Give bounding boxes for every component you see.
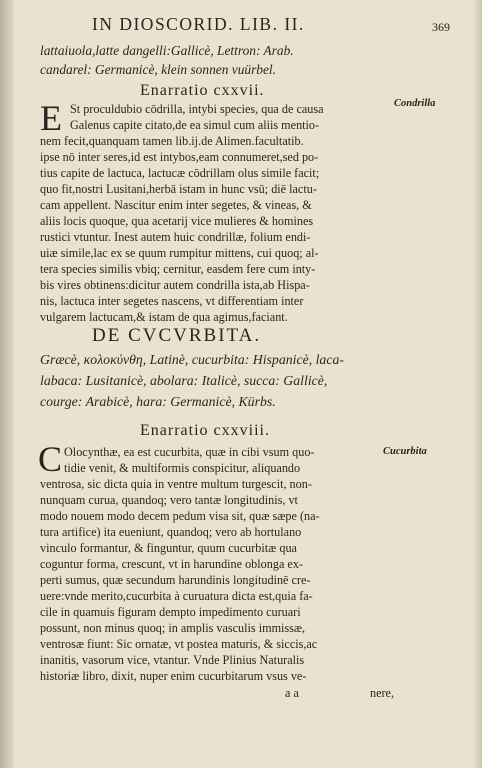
text-line: tera species similis vbiq; cernitur, easdem fere cum inty- [40,262,316,276]
text-line: uere:vnde merito,cucurbita à curuatura dicta est,quia fa- [40,589,313,603]
text-line: tius capite de lactuca, lactucæ cōdrillam olus simile facit; [40,166,320,180]
text-line: vulgarem lactucam,& istam de qua agimus,faciant. [40,310,288,324]
text-line: rustici vtuntur. Inest autem huic condrillæ, folium endi- [40,230,311,244]
text-line: modo nouem modo decem pedum visa sit, quæ sæpe (na- [40,509,320,523]
drop-cap-e: E [40,98,62,138]
catchword: nere, [370,686,395,700]
text-line: tura artifice) ita eueniunt, quandoq; vero ab hortulano [40,525,302,539]
text-line: nunquam curua, quandoq; vero tantæ longitudinis, vt [40,493,298,507]
intro-line: lattaiuola,latte dangelli:Gallicè, Lettron: Arab. [40,43,294,58]
text-line: Galenus capite citato,de ea simul cum aliis mentio- [70,118,320,132]
text-line: ipse nō inter seres,id est intybos,eam connumeret,sed po- [40,150,319,164]
text-line: bis vires obtinens:dicitur autem condrilla ista,ab Hispa- [40,278,310,292]
text-line: perti sumus, quæ secundum harundinis longitudinē cre- [40,573,311,587]
marginal-note-cucurbita: Cucurbita [383,446,427,457]
text-line: cile in quamuis figuram dempto impedimento curuari [40,605,301,619]
intro-line: candarel: Germanicè, klein sonnen vuürbel. [40,62,277,77]
marginal-note-condrilla: Condrilla [394,98,436,109]
text-line: historiæ libro, dixit, nuper enim cucurbitarum vsus ve- [40,669,307,683]
running-head: IN DIOSCORID. LIB. II. [92,14,305,34]
text-line: quo fit,nostri Lusitani,herbā istam in hunc vsū; diē lactu- [40,182,317,196]
chapter-title: DE CVCVRBITA. [92,325,262,346]
text-line: possunt, non minus quoq; in amplis vasculis immissæ, [40,621,306,635]
text-line: coguntur forma, crescunt, vt in harundine oblonga ex- [40,557,303,571]
text-line: St proculdubio cōdrilla, intybi species, qua de causa [70,102,324,116]
text-line: tidie venit, & multiformis conspicitur, aliquando [64,461,301,475]
signature-mark: a a [285,686,299,700]
section-heading-cxxviii: Enarratio cxxviii. [140,422,270,439]
page-edge [474,0,482,768]
text-line: Olocynthæ, ea est cucurbita, quæ in cibi vsum quo- [64,445,315,459]
text-line: vinculo formantur, & finguntur, quum cucurbitæ qua [40,541,297,555]
text-line: nem fecit,quanquam tamen lib.ij.de Alimen.facultatib. [40,134,304,148]
text-line: inanitis, vasorum vice, vtantur. Vnde Plinius Naturalis [40,653,305,667]
synonym-line: labaca: Lusitanicè, abolara: Italicè, succa: Gallicè, [40,373,328,388]
synonym-line: courge: Arabicè, hara: Germanicè, Kürbs. [40,394,276,409]
text-line: ventrosa, sic dicta quia in ventre multum turgescit, non- [40,477,312,491]
synonym-line: Græcè, κολοκύνθη, Latinè, cucurbita: Hispanicè, laca- [40,352,344,367]
page-gutter-shadow [0,0,14,768]
text-line: nis, lactuca inter segetes nascens, vt differentiam inter [40,294,304,308]
text-line: ventrosæ fiunt: Sic ornatæ, vt postea maturis, & siccis,ac [40,637,318,651]
section-heading-cxxvii: Enarratio cxxvii. [140,82,265,99]
text-line: uiæ simile,lac ex se quum rumpitur mittens, cui quoq; al- [40,246,319,260]
drop-cap-c: C [38,439,63,479]
page-number: 369 [432,20,450,34]
text-line: aliis locis quoque, qua acetarij vice mulieres & homines [40,214,314,228]
text-line: cam appellent. Nascitur enim inter segetes, & vineas, & [40,198,312,212]
